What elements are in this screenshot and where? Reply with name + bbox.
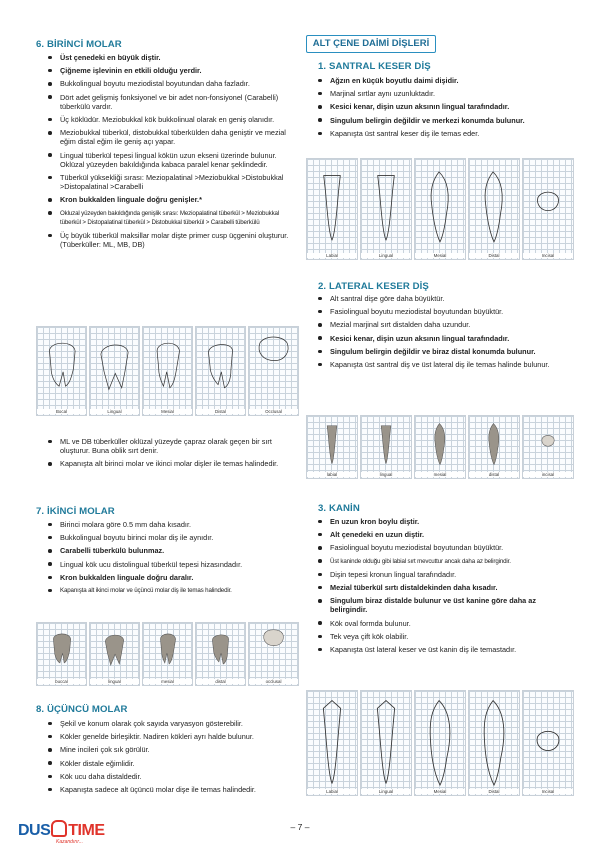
list-item: Kök ucu daha distaldedir. <box>36 772 298 781</box>
tooth-view-panel <box>468 690 520 796</box>
tooth-outline-icon <box>143 327 192 407</box>
tooth-outline-icon <box>37 327 86 407</box>
central-incisor-list <box>306 76 570 142</box>
tooth-view-panel <box>468 158 520 260</box>
tooth-view-caption: distal <box>196 679 245 684</box>
list-item: Dişin tepesi kronun lingual tarafındadır. <box>306 570 570 579</box>
first-molar-list <box>36 53 298 253</box>
tooth-view-panel <box>195 326 246 416</box>
list-item: Lingual kök ucu distolingual tüberkül tepesi hizasındadır. <box>36 560 298 569</box>
list-item: Ağzın en küçük boyutlu daimi dişidir. <box>306 76 570 85</box>
list-item: Kökler distale eğimlidir. <box>36 759 298 768</box>
list-item: Kök oval formda bulunur. <box>306 619 570 628</box>
tooth-outline-icon <box>469 691 519 787</box>
second-molar-list <box>36 520 298 599</box>
tooth-view-panel <box>248 622 299 686</box>
tooth-outline-icon <box>469 416 519 470</box>
section-title-canine: 3. KANİN <box>318 503 360 514</box>
page-number: – 7 – <box>290 822 310 832</box>
tooth-view-panel <box>142 326 193 416</box>
list-item: Mine incileri çok sık görülür. <box>36 745 298 754</box>
list-item: Kron bukkalden linguale doğru genişler.* <box>36 195 298 204</box>
tooth-view-panel <box>360 158 412 260</box>
list-item: Kapanışta sadece alt üçüncü molar dişe ile temas halindedir. <box>36 785 298 794</box>
tooth-outline-icon <box>307 691 357 787</box>
list-item: Marjinal sırtlar aynı uzunluktadır. <box>306 89 570 98</box>
list-item: ML ve DB tüberküller oklüzal yüzeyde çapraz olarak geçen bir sırt oluşturur. Buna oblik sırt denir. <box>36 437 298 455</box>
tooth-outline-icon <box>415 691 465 787</box>
tooth-outline-icon <box>307 416 357 470</box>
tooth-view-panel <box>306 690 358 796</box>
tooth-view-caption: Distal <box>469 789 519 794</box>
tooth-view-panel <box>195 622 246 686</box>
tooth-outline-icon <box>415 159 465 251</box>
tooth-view-caption: occlusal <box>249 679 298 684</box>
tooth-outline-icon <box>415 416 465 470</box>
tooth-outline-icon <box>90 623 139 677</box>
tooth-view-panel <box>248 326 299 416</box>
tooth-view-caption: labial <box>307 472 357 477</box>
tooth-outline-icon <box>143 623 192 677</box>
tooth-view-caption: Incisal <box>523 253 573 258</box>
tooth-outline-icon <box>523 691 573 787</box>
list-item: Üç büyük tüberkül maksillar molar dişte primer cusp üçgenini oluşturur. (Tüberküller: ML, MB, DB) <box>36 231 298 249</box>
tooth-outline-icon <box>361 416 411 470</box>
list-item: Tek veya çift kök olabilir. <box>306 632 570 641</box>
list-item: Meziobukkal tüberkül, distobukkal tüberkülden daha geniştir ve mezial eğim distal eğim ile geniş açı yapar. <box>36 128 298 146</box>
tooth-outline-icon <box>523 159 573 251</box>
tooth-view-panel <box>89 326 140 416</box>
canine-list <box>306 517 570 658</box>
tooth-view-caption: Lingual <box>361 789 411 794</box>
list-item: Kron bukkalden linguale doğru daralır. <box>36 573 298 582</box>
tooth-outline-icon <box>249 623 298 677</box>
tooth-outline-icon <box>307 159 357 251</box>
tooth-view-caption: Mesial <box>415 253 465 258</box>
list-item: Bukkolingual boyutu birinci molar diş ile aynıdır. <box>36 533 298 542</box>
tooth-outline-icon <box>469 159 519 251</box>
list-item: Kapanışta üst lateral keser ve üst kanin diş ile temastadır. <box>306 645 570 654</box>
second-molar-figure <box>36 622 301 686</box>
tooth-view-panel <box>522 690 574 796</box>
tooth-view-panel <box>522 158 574 260</box>
list-item: Bukkolingual boyutu meziodistal boyutundan daha fazladır. <box>36 79 298 88</box>
section-title-lateral-incisor: 2. LATERAL KESER DİŞ <box>318 281 429 292</box>
list-item: Alt çenedeki en uzun diştir. <box>306 530 570 539</box>
tooth-view-caption: Incisal <box>523 789 573 794</box>
canine-figure <box>306 690 576 796</box>
list-item: Carabelli tüberkülü bulunmaz. <box>36 546 298 555</box>
tooth-outline-icon <box>249 327 298 407</box>
tooth-view-caption: Mesial <box>143 409 192 414</box>
tooth-view-panel <box>360 690 412 796</box>
tooth-outline-icon <box>361 159 411 251</box>
list-item: Singulum belirgin değildir ve biraz distal konumda bulunur. <box>306 347 570 356</box>
tooth-view-caption: distal <box>469 472 519 477</box>
tooth-view-panel <box>36 326 87 416</box>
tooth-outline-icon <box>90 327 139 407</box>
tooth-view-panel <box>36 622 87 686</box>
list-item: Mezial marjinal sırt distalden daha uzundur. <box>306 320 570 329</box>
tooth-view-caption: Labial <box>307 789 357 794</box>
central-incisor-figure <box>306 158 576 260</box>
tooth-view-panel <box>360 415 412 479</box>
list-item: Fasiolingual boyutu meziodistal boyutundan büyüktür. <box>306 307 570 316</box>
list-item: Lingual tüberkül tepesi lingual kökün uzun ekseni üzerinde bulunur. Oklüzal yüzeyden bakıldığında kabaca paralel kenar şeklindedir. <box>36 151 298 169</box>
tooth-outline-icon <box>37 623 86 677</box>
tooth-view-caption: mesial <box>415 472 465 477</box>
logo-tagline: Kazandırır... <box>56 839 84 845</box>
section-title-second-molar: 7. İKİNCİ MOLAR <box>36 506 115 517</box>
tooth-view-caption: Lingual <box>361 253 411 258</box>
list-item: Okluzal yüzeyden bakıldığında genişlik sırası: Meziopalatinal tüberkül > Meziobukkal tüberkül > Distopalatinal tüberkül > Distobukkal tüberkül > Carabelli tüberkülü <box>36 209 298 227</box>
list-item: Tüberkül yüksekliği sırası: Meziopalatinal >Meziobukkal >Distobukkal >Distopalatinal >Carabelli <box>36 173 298 191</box>
mandible-permanent-teeth-banner: ALT ÇENE DAİMİ DİŞLERİ <box>306 35 436 53</box>
list-item: Kapanışta alt birinci molar ve ikinci molar dişler ile temas halindedir. <box>36 459 298 468</box>
list-item: Singulum belirgin değildir ve merkezi konumda bulunur. <box>306 116 570 125</box>
tooth-view-caption: Occlusal <box>249 409 298 414</box>
tooth-view-caption: Lingual <box>90 409 139 414</box>
tooth-view-caption: Labial <box>307 253 357 258</box>
tooth-view-panel <box>306 158 358 260</box>
tooth-view-panel <box>522 415 574 479</box>
list-item: Alt santral dişe göre daha büyüktür. <box>306 294 570 303</box>
tooth-view-caption: Mesial <box>415 789 465 794</box>
tooth-view-panel <box>414 158 466 260</box>
list-item: Fasiolingual boyutu meziodistal boyutundan büyüktür. <box>306 543 570 552</box>
lateral-incisor-list <box>306 294 570 373</box>
list-item: En uzun kron boylu diştir. <box>306 517 570 526</box>
section-title-third-molar: 8. ÜÇÜNCÜ MOLAR <box>36 704 128 715</box>
tooth-view-caption: buccal <box>37 679 86 684</box>
list-item: Kesici kenar, dişin uzun aksının lingual tarafındadır. <box>306 334 570 343</box>
section-title-first-molar: 6. BİRİNCİ MOLAR <box>36 39 122 50</box>
list-item: Kapanışta üst santral diş ve üst lateral diş ile temas halinde bulunur. <box>306 360 570 369</box>
tooth-outline-icon <box>523 416 573 470</box>
tooth-view-panel <box>89 622 140 686</box>
list-item: Üst kaninde olduğu gibi labial sırt mevcuttur ancak daha az belirgindir. <box>306 557 570 566</box>
list-item: Üç köklüdür. Meziobukkal kök bukkolinual olarak en geniş olanıdır. <box>36 115 298 124</box>
third-molar-list <box>36 719 298 798</box>
list-item: Birinci molara göre 0.5 mm daha kısadır. <box>36 520 298 529</box>
list-item: Çiğneme işlevinin en etkili olduğu yerdir. <box>36 66 298 75</box>
list-item: Kapanışta üst santral keser diş ile temas eder. <box>306 129 570 138</box>
list-item: Kapanışta alt ikinci molar ve üçüncü molar diş ile temas halindedir. <box>36 586 298 595</box>
section-title-central-incisor: 1. SANTRAL KESER DİŞ <box>318 61 431 72</box>
tooth-outline-icon <box>196 327 245 407</box>
tooth-view-caption: lingual <box>90 679 139 684</box>
tooth-view-panel <box>142 622 193 686</box>
lateral-incisor-figure <box>306 415 576 479</box>
list-item: Mezial tüberkül sırtı distaldekinden daha kısadır. <box>306 583 570 592</box>
tooth-outline-icon <box>361 691 411 787</box>
tooth-view-panel <box>306 415 358 479</box>
list-item: Üst çenedeki en büyük diştir. <box>36 53 298 62</box>
tooth-view-caption: Distal <box>469 253 519 258</box>
tooth-view-caption: lingual <box>361 472 411 477</box>
tooth-view-caption: Distal <box>196 409 245 414</box>
tooth-view-caption: incisal <box>523 472 573 477</box>
list-item: Singulum biraz distalde bulunur ve üst kanine göre daha az belirgindir. <box>306 596 570 614</box>
tooth-outline-icon <box>196 623 245 677</box>
list-item: Şekil ve konum olarak çok sayıda varyasyon gösterebilir. <box>36 719 298 728</box>
tooth-view-panel <box>414 690 466 796</box>
list-item: Kesici kenar, dişin uzun aksının lingual tarafındadır. <box>306 102 570 111</box>
first-molar-list-2 <box>36 437 298 473</box>
dustime-logo: DUS TIME <box>18 822 105 839</box>
list-item: Dört adet gelişmiş fonksiyonel ve bir adet non-fonsiyonel (Carabelli) tüberkülü vardır. <box>36 93 298 111</box>
tooth-view-panel <box>468 415 520 479</box>
list-item: Kökler genelde birleşiktir. Nadiren kökleri ayrı halde bulunur. <box>36 732 298 741</box>
tooth-view-caption: Bocal <box>37 409 86 414</box>
tooth-view-panel <box>414 415 466 479</box>
tooth-view-caption: mesial <box>143 679 192 684</box>
first-molar-figure <box>36 326 301 416</box>
